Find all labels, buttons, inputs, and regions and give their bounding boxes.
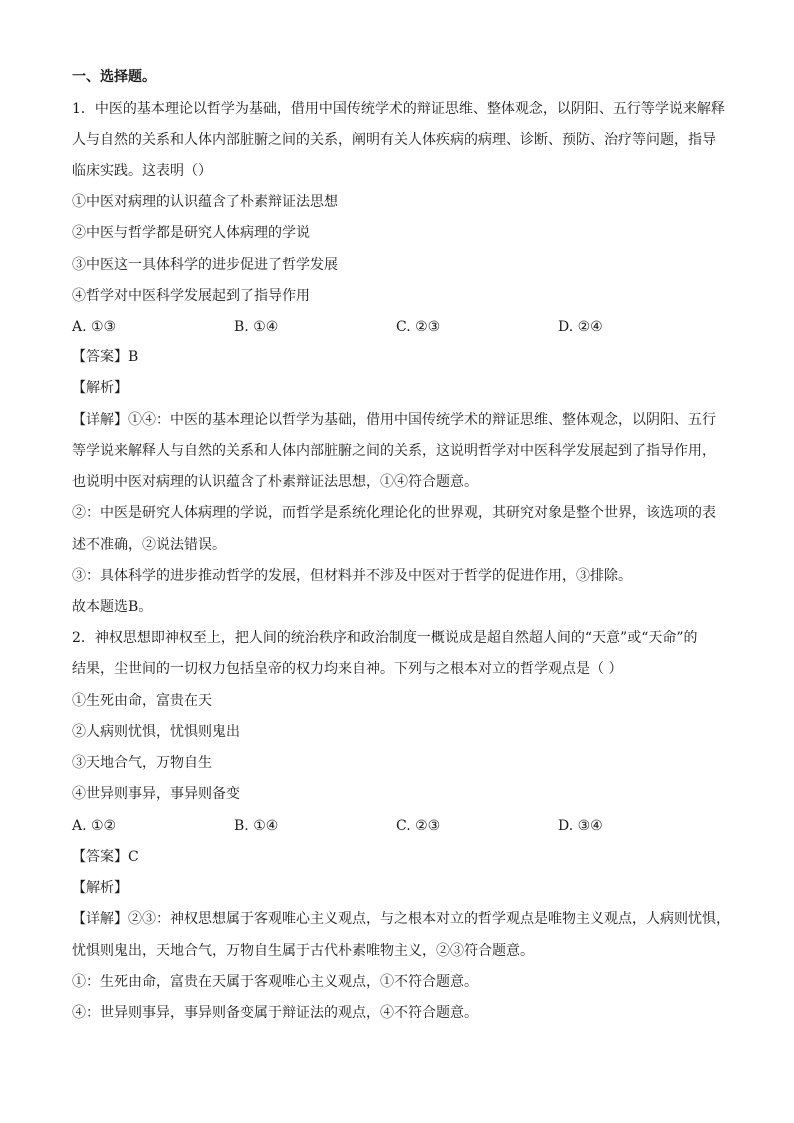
q1-statement-1: ①中医对病理的认识蕴含了朴素辩证法思想: [72, 194, 338, 210]
q2-option-d: D. ③④: [558, 818, 603, 834]
q2-answer: 【答案】C: [72, 849, 139, 865]
q1-explanation-line: 等学说来解释人与自然的关系和人体内部脏腑之间的关系，这说明哲学对中医科学发展起到了指导作用，: [72, 443, 716, 459]
q2-option-a: A. ①②: [72, 818, 117, 834]
q1-option-a: A. ①③: [72, 319, 117, 335]
q2-options: [72, 816, 672, 836]
q1-explanation-line: ③：具体科学的进步推动哲学的发展，但材料并不涉及中医对于哲学的促进作用，③排除。: [72, 568, 632, 584]
q2-statement-3: ③天地合气，万物自生: [72, 755, 212, 771]
q1-option-d: D. ②④: [558, 319, 603, 335]
q2-explanation-line: 忧惧则鬼出，天地合气，万物自生属于古代朴素唯物主义，②③符合题意。: [72, 943, 534, 959]
q2-analysis-label: 【解析】: [72, 880, 128, 896]
q1-option-c: C. ②③: [396, 319, 441, 335]
q2-statement-2: ②人病则忧惧，忧惧则鬼出: [72, 724, 240, 740]
q1-options: [72, 317, 672, 337]
q1-statement-3: ③中医这一具体科学的进步促进了哲学发展: [72, 257, 338, 273]
q2-stem-line: 2．神权思想即神权至上，把人间的统治秩序和政治制度一概说成是超自然超人间的“天意”或“天命”的: [72, 630, 698, 646]
q2-statement-1: ①生死由命，富贵在天: [72, 693, 212, 709]
q1-statement-4: ④哲学对中医科学发展起到了指导作用: [72, 288, 310, 304]
q1-answer: 【答案】B: [72, 349, 139, 365]
q1-stem-line: 1．中医的基本理论以哲学为基础，借用中国传统学术的辩证思维、整体观念，以阴阳、五行等学说来解释: [72, 101, 725, 117]
q2-option-b: B. ①④: [234, 818, 279, 834]
q2-explanation-line: 【详解】②③：神权思想属于客观唯心主义观点，与之根本对立的哲学观点是唯物主义观点，人病则忧惧，: [72, 911, 730, 927]
q2-option-c: C. ②③: [396, 818, 441, 834]
q2-stem-line: 结果，尘世间的一切权力包括皇帝的权力均来自神。下列与之根本对立的哲学观点是（ ）: [72, 661, 623, 677]
q1-analysis-label: 【解析】: [72, 380, 128, 396]
q1-stem-line: 临床实践。这表明（）: [72, 163, 212, 179]
q1-explanation-line: 述不准确，②说法错误。: [72, 537, 226, 553]
q1-explanation-line: 也说明中医对病理的认识蕴含了朴素辩证法思想，①④符合题意。: [72, 474, 478, 490]
q1-stem-line: 人与自然的关系和人体内部脏腑之间的关系，阐明有关人体疾病的病理、诊断、预防、治疗等问题，指导: [72, 132, 716, 148]
q2-statement-4: ④世异则事异，事异则备变: [72, 786, 240, 802]
q1-option-b: B. ①④: [234, 319, 279, 335]
q1-explanation-line: 【详解】①④：中医的基本理论以哲学为基础，借用中国传统学术的辩证思维、整体观念，以阴阳、五行: [72, 412, 716, 428]
q1-conclusion: 故本题选B。: [72, 599, 153, 615]
section-title: 一、选择题。: [72, 69, 156, 85]
q2-explanation-line: ④：世异则事异，事异则备变属于辩证法的观点，④不符合题意。: [72, 1005, 478, 1021]
q2-explanation-line: ①：生死由命，富贵在天属于客观唯心主义观点，①不符合题意。: [72, 974, 478, 990]
q1-explanation-line: ②：中医是研究人体病理的学说，而哲学是系统化理论化的世界观，其研究对象是整个世界，该选项的表: [72, 505, 716, 521]
q1-statement-2: ②中医与哲学都是研究人体病理的学说: [72, 225, 310, 241]
